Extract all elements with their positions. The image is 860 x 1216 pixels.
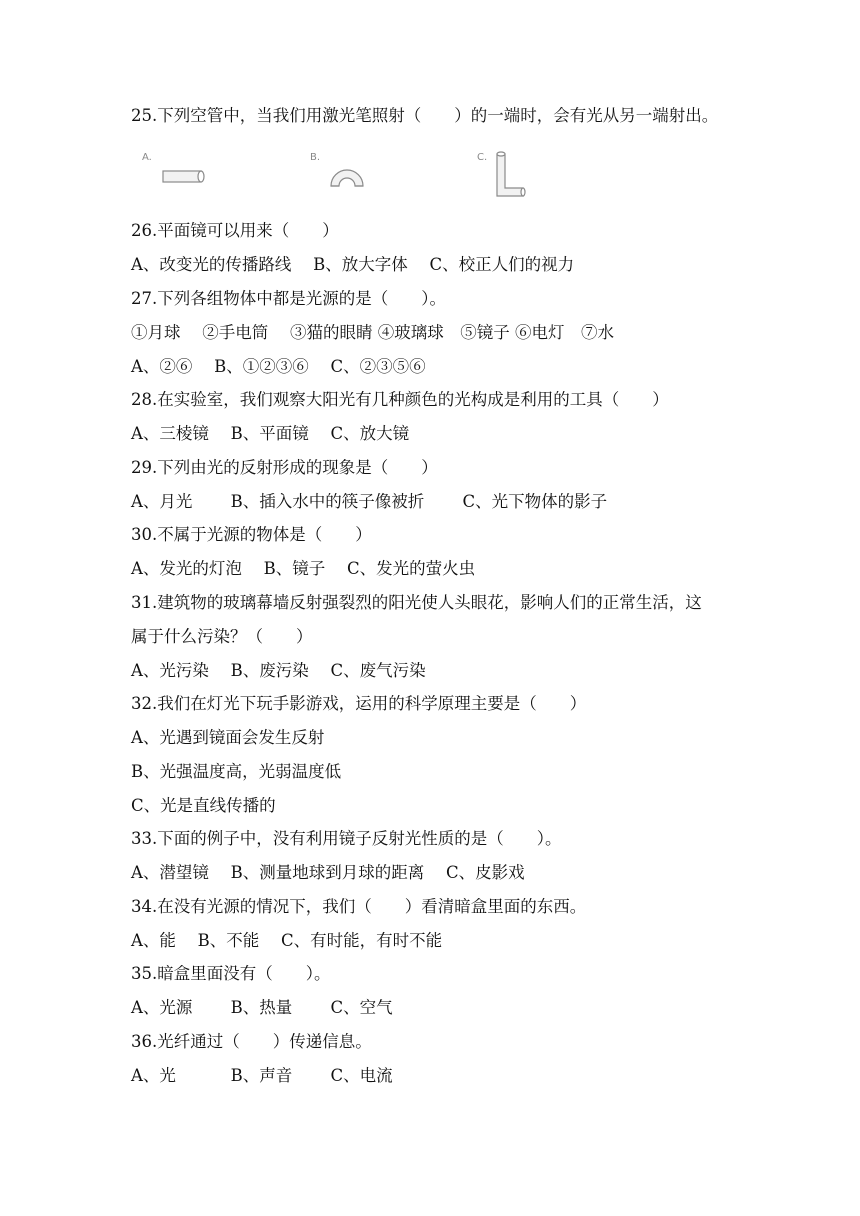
question-29: 29.下列由光的反射形成的现象是（ ） bbox=[131, 458, 438, 477]
question-33-options: A、潜望镜 B、测量地球到月球的距离 C、皮影戏 bbox=[131, 863, 525, 882]
question-27: 27.下列各组物体中都是光源的是（ ）。 bbox=[131, 289, 446, 308]
question-35-options: A、光源 B、热量 C、空气 bbox=[131, 998, 393, 1017]
question-36: 36.光纤通过（ ）传递信息。 bbox=[131, 1032, 372, 1051]
question-31: 31.建筑物的玻璃幕墙反射强裂烈的阳光使人头眼花，影响人们的正常生活，这 bbox=[131, 593, 702, 612]
figure-label-b: B. bbox=[310, 152, 321, 163]
question-32-option-b: B、光强温度高，光弱温度低 bbox=[131, 762, 342, 781]
question-27-options: A、②⑥ B、①②③⑥ C、②③⑤⑥ bbox=[131, 357, 426, 376]
question-30-options: A、发光的灯泡 B、镜子 C、发光的萤火虫 bbox=[131, 559, 476, 578]
question-25-figures bbox=[131, 146, 551, 206]
question-28-options: A、三棱镜 B、平面镜 C、放大镜 bbox=[131, 424, 410, 443]
question-32-option-c: C、光是直线传播的 bbox=[131, 796, 276, 815]
question-28: 28.在实验室，我们观察大阳光有几种颜色的光构成是利用的工具（ ） bbox=[131, 390, 669, 409]
question-29-options: A、月光 B、插入水中的筷子像被折 C、光下物体的影子 bbox=[131, 492, 608, 511]
question-36-options: A、光 B、声音 C、电流 bbox=[131, 1066, 393, 1085]
question-31-options: A、光污染 B、废污染 C、废气污染 bbox=[131, 661, 426, 680]
question-26-options: A、改变光的传播路线 B、放大字体 C、校正人们的视力 bbox=[131, 255, 575, 274]
question-25: 25.下列空管中，当我们用激光笔照射（ ）的一端时，会有光从另一端射出。 bbox=[131, 106, 719, 125]
figure-label-a: A. bbox=[142, 152, 152, 163]
question-34: 34.在没有光源的情况下，我们（ ）看清暗盒里面的东西。 bbox=[131, 897, 587, 916]
question-26: 26.平面镜可以用来（ ） bbox=[131, 221, 339, 240]
question-31-continued: 属于什么污染？（ ） bbox=[131, 627, 313, 646]
question-32: 32.我们在灯光下玩手影游戏，运用的科学原理主要是（ ） bbox=[131, 694, 587, 713]
question-27-items: ①月球 ②手电筒 ③猫的眼睛 ④玻璃球 ⑤镜子 ⑥电灯 ⑦水 bbox=[131, 323, 614, 342]
figure-label-c: C. bbox=[477, 152, 488, 163]
question-30: 30.不属于光源的物体是（ ） bbox=[131, 525, 372, 544]
question-35: 35.暗盒里面没有（ ）。 bbox=[131, 964, 331, 983]
question-32-option-a: A、光遇到镜面会发生反射 bbox=[131, 728, 325, 747]
question-34-options: A、能 B、不能 C、有时能，有时不能 bbox=[131, 931, 443, 950]
question-33: 33.下面的例子中，没有利用镜子反射光性质的是（ ）。 bbox=[131, 829, 562, 848]
